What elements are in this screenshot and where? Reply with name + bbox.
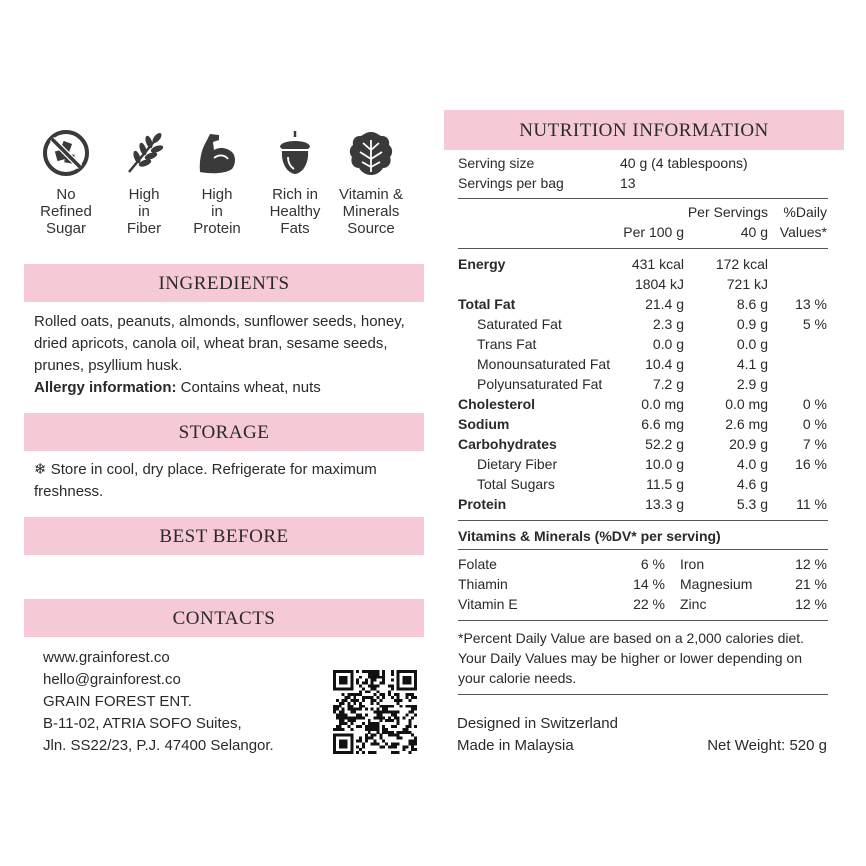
vitamin-name: Vitamin E: [458, 596, 518, 612]
nutrient-rows: [458, 254, 828, 514]
divider: [458, 248, 828, 249]
divider: [458, 198, 828, 199]
contact-details: [43, 647, 274, 757]
nutrient-per-serving: 721 kJ: [726, 276, 768, 292]
vitamin-dv: 22 %: [633, 596, 665, 612]
nutrient-per100: 431 kcal: [631, 256, 684, 272]
nutrient-per-serving: 5.3 g: [736, 496, 768, 512]
nutrient-row: [458, 494, 828, 514]
nutrition-body: [458, 150, 828, 698]
nutrient-per-serving: 2.6 mg: [725, 416, 768, 432]
allergy-text: Contains wheat, nuts: [176, 379, 321, 396]
nutrient-per-serving: 8.6 g: [736, 296, 768, 312]
nutrient-dv: 7 %: [802, 436, 827, 452]
dv-head-top: %Daily: [783, 204, 827, 220]
serving-size-value: 40 g (4 tablespoons): [620, 155, 748, 171]
nutrient-per100: 10.0 g: [645, 456, 684, 472]
ingredients-section: [34, 311, 418, 399]
allergy-label: Allergy information:: [34, 379, 177, 396]
nutrient-per-serving: 4.1 g: [736, 356, 768, 372]
origin-info: [457, 713, 618, 757]
serving-size-label: Serving size: [458, 155, 535, 171]
nutrient-per-serving: 20.9 g: [729, 436, 768, 452]
nutrient-name: Energy: [458, 256, 506, 272]
nutrient-per100: 0.0 mg: [641, 396, 684, 412]
mineral-name: Iron: [680, 556, 705, 572]
mineral-name: Magnesium: [680, 576, 753, 592]
feature-no-sugar: [30, 128, 102, 237]
feature-label-line: High: [128, 186, 160, 203]
nutrient-name: Total Fat: [458, 296, 516, 312]
divider: [458, 549, 828, 550]
column-head-top: [458, 202, 828, 222]
ingredients-header: INGREDIENTS: [24, 264, 424, 302]
feature-vitamins: [335, 128, 407, 237]
feature-label-line: in: [138, 203, 150, 220]
nutrient-row: [458, 314, 828, 334]
feature-label-line: Healthy: [269, 203, 321, 220]
email-link[interactable]: hello@grainforest.co: [43, 671, 181, 688]
mineral-dv: 12 %: [795, 596, 827, 612]
nutrient-per-serving: 0.0 mg: [725, 396, 768, 412]
footnote: *Percent Daily Value are based on a 2,000 calories diet. Your Daily Values may be higher or lower depending on your calorie needs.: [458, 630, 805, 686]
servings-value: 13: [620, 175, 636, 191]
nutrient-row: [458, 254, 828, 274]
nutrient-dv: 13 %: [795, 296, 827, 312]
servings-label: Servings per bag: [458, 175, 564, 191]
nutrient-dv: 16 %: [795, 456, 827, 472]
nutrient-name: Total Sugars: [477, 476, 555, 492]
perserv-head: 40 g: [740, 224, 768, 240]
vitamin-dv: 6 %: [640, 556, 665, 572]
feature-label-line: High: [201, 186, 233, 203]
feature-fats: [259, 128, 331, 237]
nutrient-per100: 2.3 g: [652, 316, 684, 332]
mineral-dv: 21 %: [795, 576, 827, 592]
qr-code[interactable]: [332, 670, 418, 754]
per100-head: Per 100 g: [623, 224, 684, 240]
best-before-header: BEST BEFORE: [24, 517, 424, 555]
nutrient-name: Protein: [458, 496, 507, 512]
perserv-head-top: Per Servings: [687, 204, 768, 220]
nutrient-dv: 11 %: [796, 496, 827, 512]
feature-label-line: Protein: [193, 220, 241, 237]
nutrient-row: [458, 454, 828, 474]
vitamin-row: [458, 554, 828, 574]
nutrient-name: Monounsaturated Fat: [477, 356, 611, 372]
nutrient-per100: 10.4 g: [645, 356, 684, 372]
vitamins-title: Vitamins & Minerals (%DV* per serving): [458, 528, 721, 544]
nutrient-per100: 6.6 mg: [641, 416, 684, 432]
wheat-icon: [119, 128, 169, 178]
feature-label-line: Fats: [280, 220, 310, 237]
no-sugar-icon: [41, 128, 91, 178]
nutrient-dv: 0 %: [802, 416, 827, 432]
made-in: Made in Malaysia: [457, 737, 574, 754]
nutrient-per100: 13.3 g: [645, 496, 684, 512]
vitamin-row: [458, 574, 828, 594]
net-weight: Net Weight: 520 g: [707, 737, 827, 754]
nutrient-per100: 0.0 g: [652, 336, 684, 352]
nutrition-panel: [444, 110, 844, 686]
lettuce-icon: [346, 128, 396, 178]
nutrient-per100: 11.5 g: [646, 476, 684, 492]
feature-label-line: No: [56, 186, 76, 203]
nutrient-row: [458, 394, 828, 414]
nutrient-name: Cholesterol: [458, 396, 536, 412]
nutrient-name: Trans Fat: [477, 336, 537, 352]
nutrient-row: [458, 374, 828, 394]
nutrient-per100: 7.2 g: [652, 376, 684, 392]
nutrition-title: NUTRITION INFORMATION: [444, 110, 844, 150]
nutrient-row: [458, 334, 828, 354]
nutrient-row: [458, 434, 828, 454]
nutrient-name: Dietary Fiber: [477, 456, 558, 472]
dv-head: Values*: [779, 224, 827, 240]
nutrient-row: [458, 294, 828, 314]
nutrient-per-serving: 172 kcal: [715, 256, 768, 272]
nutrient-row: [458, 474, 828, 494]
divider: [458, 694, 828, 695]
feature-label-line: Source: [347, 220, 395, 237]
feature-protein: [181, 128, 253, 237]
nutrient-per-serving: 0.0 g: [736, 336, 768, 352]
storage-header: STORAGE: [24, 413, 424, 451]
ingredients-text: Rolled oats, peanuts, almonds, sunflower seeds, honey, dried apricots, canola oil, wheat bran, sesame seeds, prunes, psyllium husk.: [34, 313, 405, 374]
servings-row: [458, 173, 828, 193]
nutrient-name: Polyunsaturated Fat: [477, 376, 603, 392]
divider: [458, 520, 828, 521]
feature-label-line: Minerals: [342, 203, 400, 220]
address-line-1: B-11-02, ATRIA SOFO Suites,: [43, 715, 242, 732]
feature-fiber: [108, 128, 180, 237]
feature-icons: [30, 128, 420, 240]
feature-label-line: Refined: [40, 203, 92, 220]
feature-label-line: in: [211, 203, 223, 220]
nutrient-row: [458, 274, 828, 294]
feature-label-line: Rich in: [272, 186, 318, 203]
muscle-icon: [192, 128, 242, 178]
vitamin-row: [458, 594, 828, 614]
nutrient-name: Saturated Fat: [477, 316, 562, 332]
nutrient-per-serving: 4.0 g: [736, 456, 768, 472]
acorn-icon: [270, 128, 320, 178]
company-name: GRAIN FOREST ENT.: [43, 693, 192, 710]
nutrient-name: Carbohydrates: [458, 436, 557, 452]
nutrient-per100: 1804 kJ: [634, 276, 684, 292]
feature-label-line: Sugar: [45, 220, 87, 237]
designed-in: Designed in Switzerland: [457, 715, 618, 732]
vitamin-name: Thiamin: [458, 576, 508, 592]
vitamin-name: Folate: [458, 556, 497, 572]
feature-label-line: Vitamin &: [339, 186, 403, 203]
nutrient-per-serving: 4.6 g: [736, 476, 768, 492]
nutrient-row: [458, 414, 828, 434]
contacts-header: CONTACTS: [24, 599, 424, 637]
address-line-2: Jln. SS22/23, P.J. 47400 Selangor.: [43, 737, 274, 754]
divider: [458, 620, 828, 621]
vitamin-dv: 14 %: [633, 576, 665, 592]
column-head: [458, 222, 828, 242]
nutrient-dv: 5 %: [802, 316, 827, 332]
feature-label-line: Fiber: [126, 220, 162, 237]
mineral-name: Zinc: [680, 596, 707, 612]
vitamin-rows: [458, 554, 828, 614]
mineral-dv: 12 %: [795, 556, 827, 572]
nutrient-per100: 21.4 g: [645, 296, 684, 312]
nutrient-dv: 0 %: [802, 396, 827, 412]
serving-size-row: [458, 153, 828, 173]
website-link[interactable]: www.grainforest.co: [43, 649, 170, 666]
nutrient-per-serving: 2.9 g: [736, 376, 768, 392]
nutrient-name: Sodium: [458, 416, 510, 432]
nutrient-per100: 52.2 g: [645, 436, 684, 452]
storage-text: ❄ Store in cool, dry place. Refrigerate for maximum freshness.: [34, 461, 377, 500]
nutrient-row: [458, 354, 828, 374]
nutrient-per-serving: 0.9 g: [736, 316, 768, 332]
